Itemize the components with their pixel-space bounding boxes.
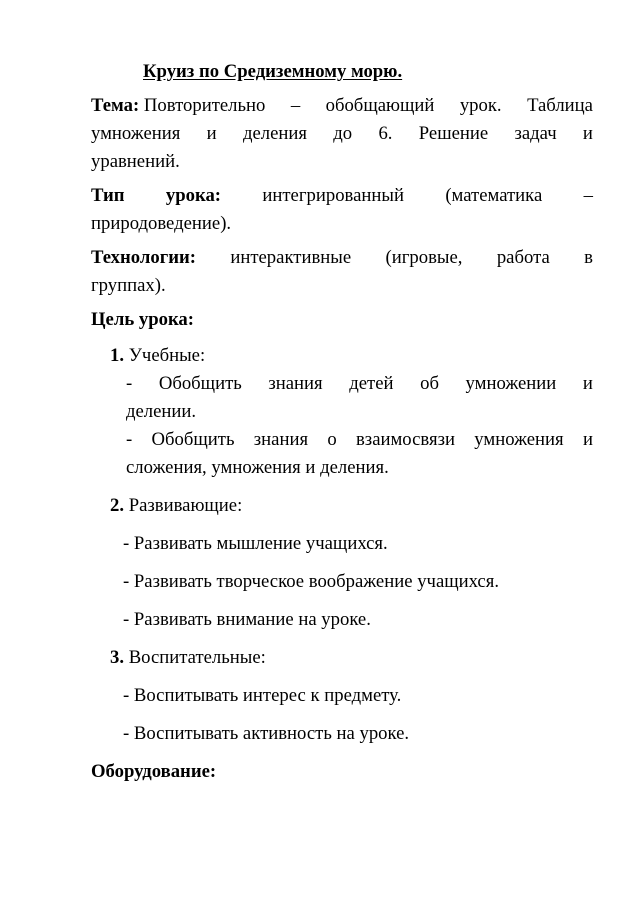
item-word: умножении [465,373,557,394]
topic-label: Тема: [91,95,140,116]
goal-section-educational [110,342,593,370]
topic-word: 6. [378,123,393,144]
section-number: 2. [110,495,125,516]
topic-word: обобщающий [325,95,435,116]
technologies-paragraph [91,244,593,300]
item-word: детей [349,373,394,394]
goal-section-upbringing [110,644,593,672]
technologies-line-1 [91,244,593,272]
item-word: об [420,373,439,394]
developing-item: - Развивать творческое воображение учащихся. [123,571,499,592]
technologies-word: в [584,247,593,268]
educational-items [126,370,593,482]
educational-item-line: сложения, умножения и деления. [126,457,389,478]
lesson-type-word: – [583,185,593,206]
topic-word: до [333,123,353,144]
topic-paragraph [91,92,593,176]
lesson-type-line-1 [91,182,593,210]
developing-item: - Развивать внимание на уроке. [123,609,371,630]
topic-word: умножения [91,123,181,144]
section-number: 1. [110,345,125,366]
technologies-word: работа [496,247,550,268]
technologies-word: интерактивные [230,247,352,268]
educational-item-line [126,370,593,398]
section-label: Развивающие: [128,495,243,516]
item-word: Обобщить [151,429,235,450]
equipment-heading: Оборудование: [91,761,217,782]
technologies-line-2: группах). [91,275,166,296]
developing-item: - Развивать мышление учащихся. [123,533,388,554]
topic-line-2 [91,120,593,148]
technologies-label: Технологии: [91,247,196,268]
topic-word: Решение [418,123,489,144]
goal-section-developing [110,492,593,520]
educational-item-line [126,426,593,454]
item-word: о [327,429,337,450]
upbringing-item: - Воспитывать активность на уроке. [123,723,410,744]
lesson-type-word: интегрированный [262,185,404,206]
topic-word: задач [514,123,557,144]
item-word: и [582,429,593,450]
topic-word: деления [242,123,307,144]
item-word: и [582,373,593,394]
item-word: - [126,373,133,394]
topic-word: и [206,123,217,144]
lesson-goal-heading: Цель урока: [91,309,195,330]
topic-word: и [582,123,593,144]
topic-word: Повторительно [143,95,266,116]
document-title: Круиз по Средиземному морю. [143,61,403,82]
topic-word: – [290,95,301,116]
topic-line-1 [91,92,593,120]
item-word: взаимосвязи [355,429,455,450]
upbringing-item: - Воспитывать интерес к предмету. [123,685,402,706]
item-word: - [126,429,133,450]
lesson-type-word: (математика [445,185,543,206]
lesson-type-label-word: Тип [91,185,125,206]
topic-word: урок. [459,95,502,116]
item-word: знания [253,429,309,450]
item-word: знания [268,373,323,394]
section-label: Воспитательные: [128,647,266,668]
item-word: умножения [474,429,564,450]
document-page [91,58,593,786]
section-number: 3. [110,647,125,668]
topic-line-3: уравнений. [91,151,180,172]
section-label: Учебные: [128,345,206,366]
topic-word: Таблица [527,95,593,116]
lesson-type-paragraph [91,182,593,238]
item-word: Обобщить [158,373,242,394]
lesson-type-label-word: урока: [165,185,222,206]
technologies-word: (игровые, [385,247,463,268]
educational-item-line: делении. [126,401,197,422]
lesson-type-line-2: природоведение). [91,213,232,234]
